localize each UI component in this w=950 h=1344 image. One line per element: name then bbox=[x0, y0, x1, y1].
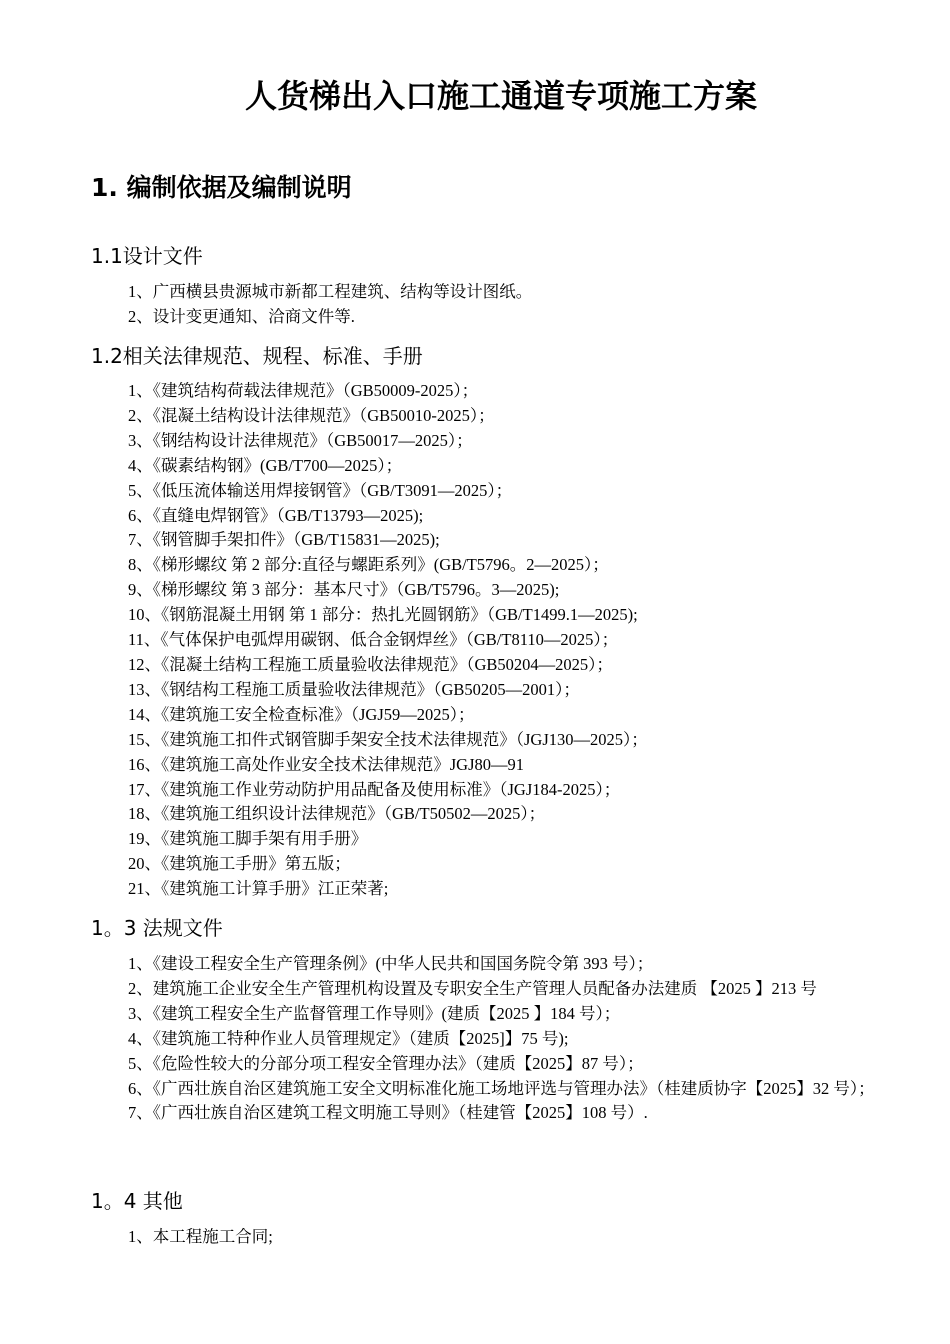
list-item: 4、《建筑施工特种作业人员管理规定》（建质【2025]】75 号); bbox=[128, 1028, 569, 1048]
list-item: 11、《气体保护电弧焊用碳钢、低合金钢焊丝》（GB/T8110—2025）； bbox=[128, 630, 619, 650]
subsection-heading-1-1: 1.1设计文件 bbox=[91, 244, 203, 268]
list-item: 1、《建筑结构荷载法律规范》（GB50009-2025）； bbox=[128, 381, 479, 400]
document-title: 人货梯出入口施工通道专项施工方案 bbox=[245, 77, 758, 115]
list-item: 9、《梯形螺纹 第 3 部分：基本尺寸》（GB/T5796。3—2025); bbox=[128, 580, 560, 600]
list-item: 1、广西横县贵源城市新都工程建筑、结构等设计图纸。 bbox=[128, 282, 533, 301]
regulations-list bbox=[0, 952, 950, 1126]
subsection-heading-1-3: 1。3 法规文件 bbox=[91, 916, 223, 940]
list-item: 2、设计变更通知、洽商文件等. bbox=[128, 306, 355, 326]
list-item: 14、《建筑施工安全检查标准》（JGJ59—2025）； bbox=[128, 704, 475, 724]
list-item: 18、《建筑施工组织设计法律规范》（GB/T50502—2025）； bbox=[128, 804, 546, 824]
subsection-heading-1-4: 1。4 其他 bbox=[91, 1189, 183, 1213]
list-item: 10、《钢筋混凝土用钢 第 1 部分：热扎光圆钢筋》（GB/T1499.1—2025); bbox=[128, 605, 638, 625]
list-item: 5、《低压流体输送用焊接钢管》（GB/T3091—2025）； bbox=[128, 480, 513, 500]
list-item: 16、《建筑施工高处作业安全技术法律规范》JGJ80—91 bbox=[128, 754, 525, 774]
subsection-heading-1-2: 1.2相关法律规范、规程、标准、手册 bbox=[91, 344, 423, 368]
design-files-list bbox=[0, 280, 950, 330]
list-item: 5、《危险性较大的分部分项工程安全管理办法》（建质【2025】87 号）； bbox=[128, 1053, 644, 1073]
list-item: 15、《建筑施工扣件式钢管脚手架安全技术法律规范》（JGJ130—2025）； bbox=[128, 729, 648, 749]
list-item: 3、《建筑工程安全生产监督管理工作导则》(建质【2025 】184 号）； bbox=[128, 1003, 621, 1023]
standards-list bbox=[0, 379, 950, 902]
list-item: 2、《混凝土结构设计法律规范》（GB50010-2025）； bbox=[128, 405, 495, 425]
list-item: 17、《建筑施工作业劳动防护用品配备及使用标准》（JGJ184-2025）； bbox=[128, 779, 621, 799]
list-item: 7、《钢管脚手架扣件》（GB/T15831—2025); bbox=[128, 530, 440, 550]
list-item: 7、《广西壮族自治区建筑工程文明施工导则》（桂建管【2025】108 号）. bbox=[128, 1103, 648, 1123]
section-heading-1: 1. 编制依据及编制说明 bbox=[91, 173, 352, 202]
list-item: 6、《广西壮族自治区建筑施工安全文明标准化施工场地评选与管理办法》（桂建质协字【2025】32 号）； bbox=[128, 1078, 875, 1098]
list-item: 8、《梯形螺纹 第 2 部分:直径与螺距系列》(GB/T5796。2—2025）； bbox=[128, 555, 609, 575]
list-item: 4、《碳素结构钢》(GB/T700—2025）； bbox=[128, 455, 403, 475]
list-item: 12、《混凝土结构工程施工质量验收法律规范》（GB50204—2025）； bbox=[128, 654, 613, 674]
other-list bbox=[0, 1225, 950, 1250]
list-item: 6、《直缝电焊钢管》（GB/T13793—2025); bbox=[128, 505, 424, 525]
list-item: 20、《建筑施工手册》第五版； bbox=[128, 854, 351, 874]
list-item: 2、建筑施工企业安全生产管理机构设置及专职安全生产管理人员配备办法建质 【2025 】213 号 bbox=[128, 978, 817, 998]
list-item: 21、《建筑施工计算手册》江正荣著; bbox=[128, 879, 389, 899]
list-item: 13、《钢结构工程施工质量验收法律规范》（GB50205—2001）； bbox=[128, 679, 580, 699]
list-item: 19、《建筑施工脚手架有用手册》 bbox=[128, 829, 368, 849]
list-item: 1、本工程施工合同; bbox=[128, 1227, 273, 1246]
list-item: 3、《钢结构设计法律规范》（GB50017—2025）； bbox=[128, 430, 473, 450]
list-item: 1、《建设工程安全生产管理条例》(中华人民共和国国务院令第 393 号）； bbox=[128, 954, 654, 973]
